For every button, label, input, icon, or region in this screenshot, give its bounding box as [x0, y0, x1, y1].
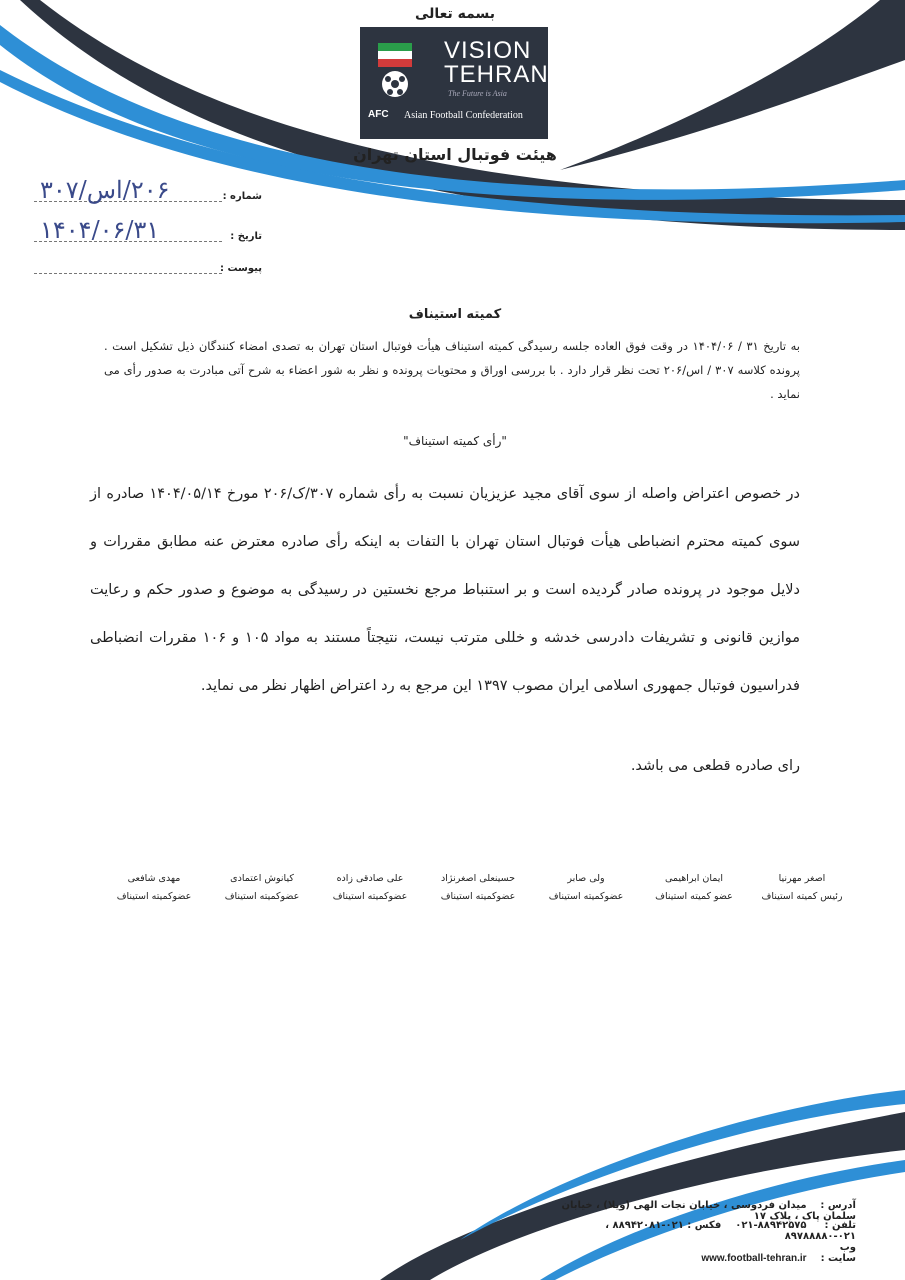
signatory	[316, 870, 424, 906]
federation-emblem-icon	[376, 41, 414, 101]
signatory-role: عضوکمیته استیناف	[440, 891, 516, 902]
afc-mark: AFC	[368, 109, 389, 120]
signatory-role: رئیس کمیته استیناف	[761, 891, 843, 902]
organization-name: هیئت فوتبال استان تهران	[353, 145, 557, 164]
attachment-line	[34, 273, 222, 274]
signatory	[640, 870, 748, 906]
verdict-title: "رأی کمیته استیناف"	[403, 434, 507, 448]
signatory	[532, 870, 640, 906]
signatory	[208, 870, 316, 906]
footer-address	[560, 1200, 856, 1222]
signatory-name: کیانوش اعتمادی	[230, 873, 294, 884]
signatory-name: حسینعلی اصغرنژاد	[440, 873, 516, 884]
closing-statement: رای صادره قطعی می باشد.	[630, 758, 800, 774]
date-row	[34, 216, 262, 246]
vision-tehran-logo	[360, 27, 548, 139]
fax-label: فکس :	[687, 1220, 722, 1231]
signatory-role: عضوکمیته استیناف	[116, 891, 192, 902]
intro-paragraph: به تاریخ ۳۱ / ۱۴۰۴/۰۶ در وقت فوق العاده جلسه رسیدگی کمیته استیناف هیأت فوتبال استان تهران به تصدی امضاء کنندگان ذیل تشکیل است . پرونده کلاسه ۳۰۷ / اس/۲۰۶ تحت نظر قرار دارد . با بررسی اوراق و محتویات پرونده و نظر به شور اعضاء به شرح آتی مبادرت به صدور رأی می نماید .	[104, 339, 801, 401]
website-label: وب سایت :	[820, 1242, 856, 1264]
number-row	[34, 176, 262, 206]
logo-tagline: The Future is Asia	[448, 89, 507, 98]
attachment-label: پیوست :	[219, 263, 262, 274]
signatories	[100, 870, 856, 906]
date-label: تاریخ :	[230, 231, 262, 242]
signatory-role: عضو کمیته استیناف	[655, 891, 733, 902]
signatory-name: ایمان ابراهیمی	[664, 873, 724, 884]
phone-label: تلفن :	[824, 1220, 856, 1231]
address-value: میدان فردوسی ، خیابان نجات الهی (ویلا) ، خیابان سلمان پاک ، پلاک ۱۷	[561, 1200, 856, 1222]
logo-title-line2: TEHRAN	[444, 61, 549, 88]
signatory	[100, 870, 208, 906]
fax-value: ۰۲۱-۸۸۹۴۲۰۸۱ ، ۰۲۱-۸۹۷۸۸۸۸۰	[605, 1220, 856, 1242]
signatory-role: عضوکمیته استیناف	[332, 891, 408, 902]
signatory	[748, 870, 856, 906]
signatory-name: مهدی شافعی	[127, 873, 181, 884]
footer-contacts	[560, 1220, 856, 1242]
phone-value: ۰۲۱-۸۸۹۴۲۵۷۵	[735, 1220, 807, 1231]
date-value: ۱۴۰۴/۰۶/۳۱	[40, 216, 160, 244]
address-label: آدرس :	[820, 1200, 856, 1211]
signatory-name: اصغر مهرنیا	[778, 873, 826, 884]
signatory	[424, 870, 532, 906]
top-right-navy-arc	[560, 0, 905, 170]
verdict-body	[90, 470, 800, 710]
bismillah: بسمه تعالی	[414, 6, 496, 22]
afc-name: Asian Football Confederation	[404, 110, 523, 121]
signatory-role: عضوکمیته استیناف	[548, 891, 624, 902]
attachment-row	[34, 248, 262, 278]
number-label: شماره :	[222, 191, 262, 202]
number-value: ۲۰۶/اس/۳۰۷	[40, 176, 170, 204]
website-link[interactable]: www.football-tehran.ir	[701, 1253, 807, 1264]
signatory-name: علی صادقی زاده	[336, 873, 404, 884]
signatory-role: عضوکمیته استیناف	[224, 891, 300, 902]
logo-title-line1: VISION	[444, 37, 532, 64]
footer-website	[560, 1242, 856, 1264]
verdict-body-text: در خصوص اعتراض واصله از سوی آقای مجید عزیزیان نسبت به رأی شماره ۳۰۷/ک/۲۰۶ مورخ ۱۴۰۴/۰۵/۱۴ صادره از سوی کمیته محترم انضباطی هیأت فوتبال استان تهران با التفات به اینکه رأی صادره معترض عنه مطابق مقررات و دلایل موجود در پرونده صادر گردیده است و بر استنباط مرجع نخستین در رسیدگی به موضوع و صدور حکم و رعایت موازین قانونی و تشریفات دادرسی خدشه و خللی مترتب نیست، نتیجتاً مستند به مواد ۱۰۵ و ۱۰۶ مقررات انضباطی فدراسیون فوتبال جمهوری اسلامی ایران مصوب ۱۳۹۷ این مرجع به رد اعتراض اظهار نظر می نماید.	[90, 486, 801, 694]
signatory-name: ولی صابر	[567, 873, 605, 884]
committee-title: کمیته استیناف	[408, 307, 502, 322]
